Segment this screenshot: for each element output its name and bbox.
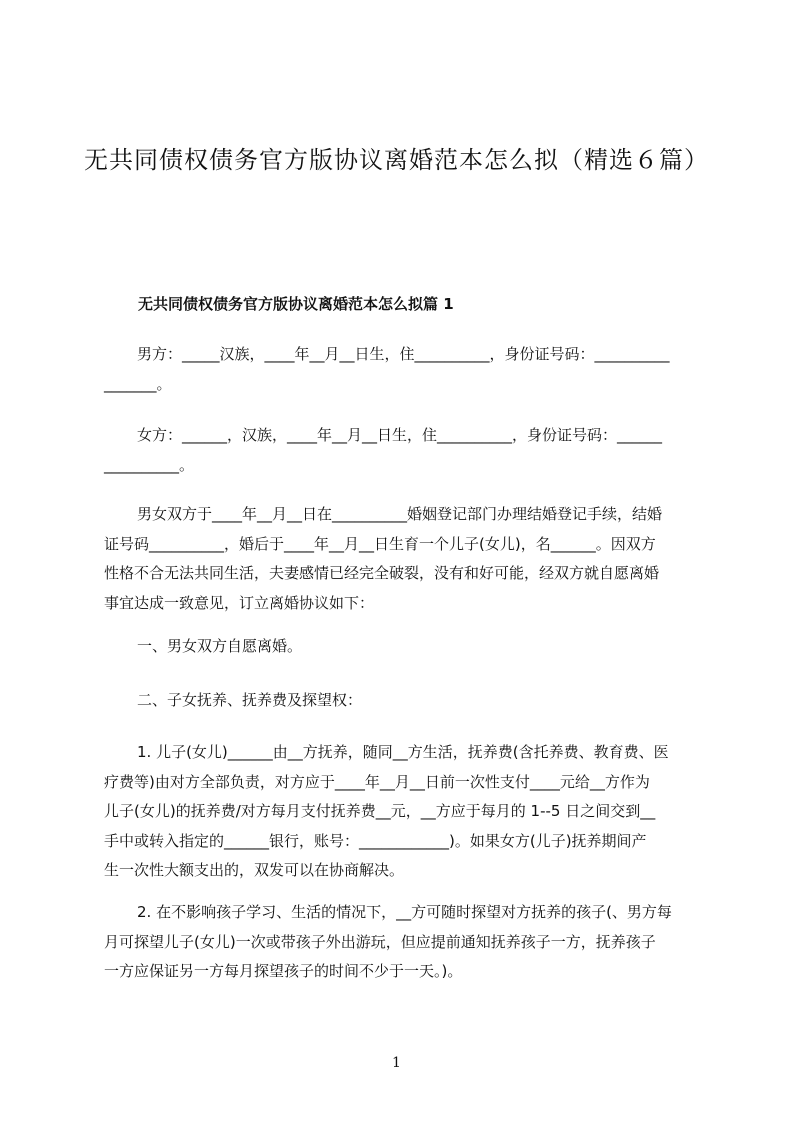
paragraph-clause-2-item-1 xyxy=(104,738,704,886)
paragraph-clause-2 xyxy=(104,686,704,716)
paragraph-line: 男女双方于____年__月__日在__________婚姻登记部门办理结婚登记手续，结婚 xyxy=(137,505,663,523)
paragraph-line: 一方应保证另一方每月探望孩子的时间不少于一天。)。 xyxy=(104,962,463,980)
paragraph-line: 证号码__________，婚后于____年__月__日生育一个儿子(女儿)，名______。因双方 xyxy=(104,534,656,553)
paragraph-clause-2-item-2 xyxy=(104,898,704,987)
paragraph-line: 男方：_____汉族，____年__月__日生，住__________，身份证号码：__________ xyxy=(137,345,670,363)
paragraph-line: 月可探望儿子(女儿)一次或带孩子外出游玩，但应提前通知抚养孩子一方，抚养孩子 xyxy=(104,932,656,951)
page-number: 1 xyxy=(392,1055,401,1071)
paragraph-line: 女方：______，汉族，____年__月__日生，住__________，身份证号码：______ xyxy=(137,426,663,444)
paragraph-line: 一、男女双方自愿离婚。 xyxy=(137,637,303,655)
paragraph-clause-1 xyxy=(104,632,704,662)
paragraph-line: __________。 xyxy=(104,455,195,474)
paragraph-line: 1. 儿子(女儿)______由__方抚养，随同__方生活，抚养费(含托养费、教育费、医 xyxy=(137,743,669,761)
paragraph-male-party xyxy=(104,340,704,399)
paragraph-line: 疗费等)由对方全部负责，对方应于____年__月__日前一次性支付____元给__方作为 xyxy=(104,772,650,791)
paragraph-preamble xyxy=(104,500,704,618)
paragraph-female-party xyxy=(104,421,704,480)
paragraph-line: 儿子(女儿)的抚养费/对方每月支付抚养费__元，__方应于每月的 1--5 日之间交到__ xyxy=(104,802,656,820)
paragraph-line: 2. 在不影响孩子学习、生活的情况下，__方可随时探望对方抚养的孩子(、男方每 xyxy=(137,903,672,921)
paragraph-line: 手中或转入指定的______银行，账号：____________)。如果女方(儿子)抚养期间产 xyxy=(104,831,647,850)
section-heading: 无共同债权债务官方版协议离婚范本怎么拟篇 1 xyxy=(138,295,454,313)
paragraph-line: 二、子女抚养、抚养费及探望权： xyxy=(137,691,363,709)
paragraph-line: 性格不合无法共同生活，夫妻感情已经完全破裂，没有和好可能，经双方就自愿离婚 xyxy=(104,564,660,582)
paragraph-line: _______。 xyxy=(104,374,172,393)
paragraph-line: 事宜达成一致意见，订立离婚协议如下： xyxy=(104,593,375,612)
paragraph-line: 生一次性大额支出的，双发可以在协商解决。 xyxy=(104,861,405,879)
document-title: 无共同债权债务官方版协议离婚范本怎么拟（精选６篇） xyxy=(84,146,709,174)
